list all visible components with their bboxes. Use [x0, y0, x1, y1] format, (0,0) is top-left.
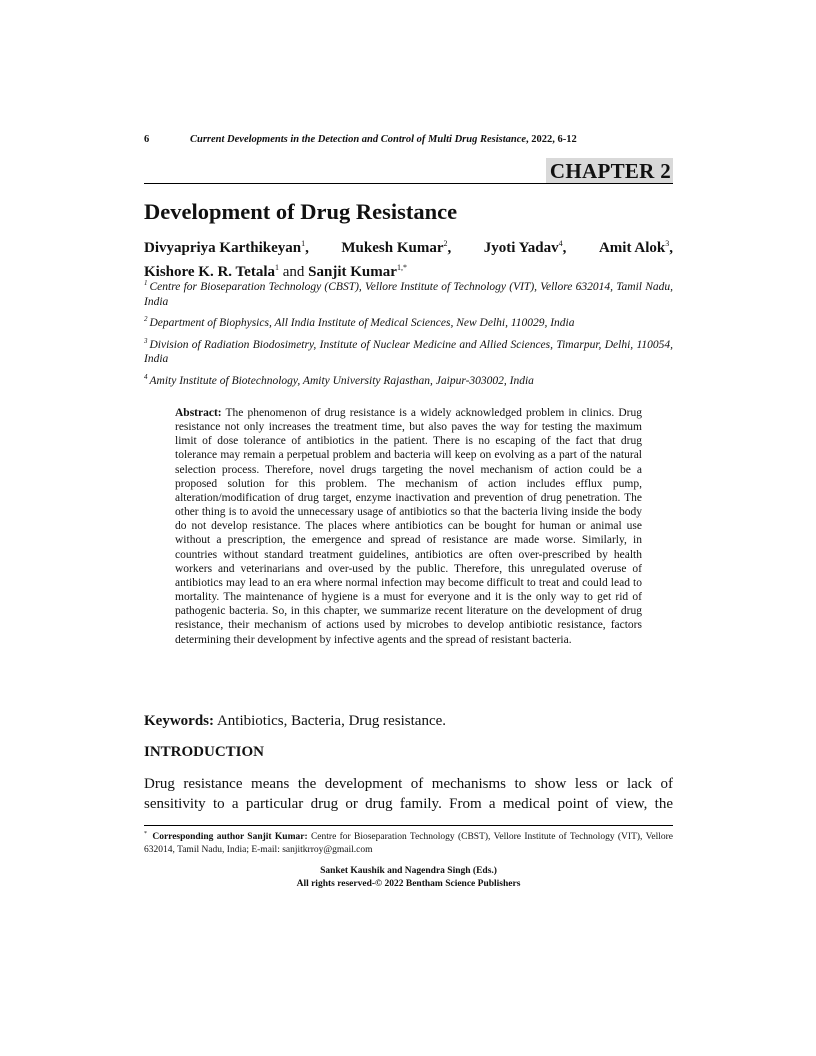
header-rule [144, 183, 673, 184]
introduction-paragraph [144, 774, 673, 814]
footnote-marker: * [144, 831, 147, 837]
editors-line: Sanket Kaushik and Nagendra Singh (Eds.) [320, 866, 497, 876]
paragraph-line: sensitivity to a particular drug or drug family. From a medical point of view, the [144, 796, 673, 812]
author-list [144, 234, 673, 282]
footnote-text: Centre for Bioseparation Technology (CBST), Vellore Institute of Technology (VIT), Vellore 632014, Tamil Nadu, India; E-mail: sanjitkrroy@gmail.com [144, 832, 674, 855]
journal-title: Current Developments in the Detection and Control of Multi Drug Resistance [190, 134, 527, 145]
keywords [144, 713, 446, 730]
chapter-label: CHAPTER 2 [546, 158, 673, 184]
chapter-title: Development of Drug Resistance [144, 199, 458, 224]
keywords-label: Keywords: [144, 713, 214, 729]
author: Mukesh Kumar$^2$, [341, 239, 452, 256]
author: Sanjit Kumar$^{1,*}$ [308, 263, 407, 280]
affiliations [144, 276, 673, 391]
rights-line: All rights reserved-© 2022 Bentham Science Publishers [296, 878, 521, 889]
author-conjunction: and [282, 264, 305, 280]
journal-year-pages: , 2022, 6-12 [526, 134, 577, 145]
abstract-label: Abstract: [175, 407, 222, 419]
abstract [175, 406, 642, 647]
running-header [144, 134, 673, 145]
author: Amit Alok$^3$, [598, 239, 673, 256]
author-line-1 [144, 234, 673, 258]
author: Divyapriya Karthikeyan$^1$, [144, 239, 309, 256]
footnote-rule [144, 825, 673, 826]
page-number: 6 [144, 134, 150, 145]
affiliation: $^2$ Department of Biophysics, All India Institute of Medical Sciences, New Delhi, 110029, India [144, 315, 575, 329]
author: Jyoti Yadav$^4$, [483, 239, 567, 256]
abstract-text: The phenomenon of drug resistance is a widely acknowledged problem in clinics. Drug resistance not only increases the treatment time, but also paves the way for testing the maximum limit of dose tolerance of antibiotics in the patient. There is no escaping of the fact that drug tolerance may remain a perpetual problem and bacteria will keep on evolving as a part of the natural selection process. Therefore, novel drugs targeting the novel mechanism of action could be a proposed solution for this problem. The mechanism of action includes efflux pump, alteration/modification of drug target, enzyme inactivation and prevention of drug penetration. The other thing is to avoid the unnecessary usage of antibiotics so that the bacteria living inside the body do not develop resistance. The places where antibiotics can be bought for human or animal use without a prescription, the emergence and spread of resistance are made worse. Similarly, in countries without standard treatment guidelines, antibiotics are often over-prescribed by health workers and veterinarians and over-used by the public. Therefore, this unregulated overuse of antibiotics may lead to an era where normal infection may become difficult to treat and could lead to mortality. The maintenance of hygiene is a must for everyone and it is the only way to get rid of pathogenic bacteria. So, in this chapter, we summarize recent literature on the development of drug resistance, their mechanism of actions used by microbes to develop antibiotic resistance, factors determining their development by infective agents and the spread of resistant bacteria. [175, 407, 642, 646]
footnote-label: Corresponding author Sanjit Kumar: [152, 832, 308, 842]
paragraph-line: Drug resistance means the development of mechanisms to show less or lack of [144, 776, 673, 792]
keywords-text: Antibiotics, Bacteria, Drug resistance. [216, 713, 447, 729]
author: Kishore K. R. Tetala$^1$ [144, 263, 279, 280]
publisher-info [144, 865, 673, 890]
affiliation: $^1$ Centre for Bioseparation Technology (CBST), Vellore Institute of Technology (VIT), Vellore 632014, Tamil Nadu, India [144, 279, 673, 308]
affiliation: $^4$ Amity Institute of Biotechnology, Amity University Rajasthan, Jaipur-303002, India [144, 372, 534, 387]
footnote [144, 828, 673, 856]
affiliation: $^3$ Division of Radiation Biodosimetry, Institute of Nuclear Medicine and Allied Sciences, Timarpur, Delhi, 110054, India [144, 336, 673, 365]
section-heading-introduction: INTRODUCTION [144, 744, 265, 760]
